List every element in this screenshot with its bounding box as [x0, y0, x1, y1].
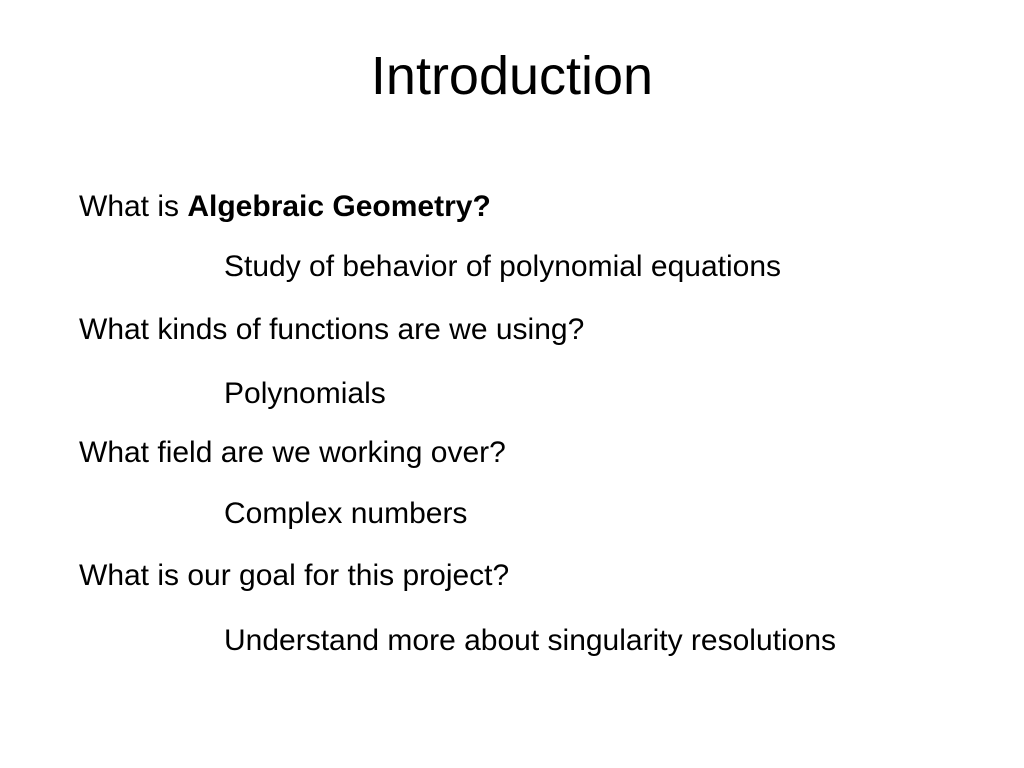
answer-4: Understand more about singularity resolutions [224, 624, 836, 657]
answer-1: Study of behavior of polynomial equations [224, 250, 782, 283]
question-2: What kinds of functions are we using? [79, 313, 585, 346]
question-1-prefix: What is [79, 190, 188, 223]
question-3: What field are we working over? [79, 436, 506, 469]
answer-2: Polynomials [224, 377, 386, 410]
question-1-emphasis: Algebraic Geometry? [187, 190, 491, 223]
question-4: What is our goal for this project? [79, 559, 510, 592]
question-1 [79, 189, 491, 225]
answer-3: Complex numbers [224, 497, 468, 530]
slide-title: Introduction [370, 46, 654, 106]
